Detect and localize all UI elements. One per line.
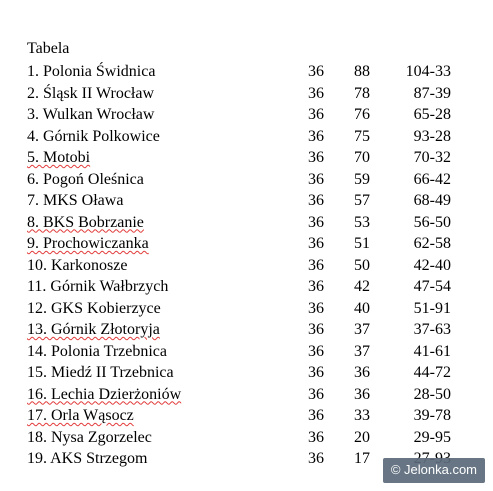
- team-name: 15. Miedź II Trzebnica: [27, 364, 174, 381]
- games-played: 36: [308, 235, 324, 252]
- table-row: [0, 276, 493, 298]
- team-name: 1. Polonia Świdnica: [27, 63, 156, 80]
- goals: 47-54: [413, 278, 451, 295]
- table-row: [0, 362, 493, 384]
- points: 57: [354, 192, 370, 209]
- goals: 65-28: [413, 106, 451, 123]
- points: 40: [354, 299, 370, 317]
- team-name: 12. GKS Kobierzyce: [27, 299, 161, 317]
- games-played: 36: [308, 428, 324, 446]
- games-played: 36: [308, 385, 324, 403]
- points: 50: [354, 256, 370, 274]
- goals: 87-39: [413, 84, 451, 102]
- goals: 42-40: [413, 256, 451, 274]
- team-name: 5. Motobi: [27, 149, 91, 166]
- team-name: 17. Orla Wąsocz: [27, 407, 134, 424]
- table-title: Tabela: [27, 40, 70, 57]
- team-name: 16. Lechia Dzierżoniów: [27, 385, 182, 403]
- games-played: 36: [308, 342, 324, 360]
- games-played: 36: [308, 192, 324, 209]
- team-name: 19. AKS Strzegom: [27, 450, 148, 467]
- games-played: 36: [308, 299, 324, 317]
- games-played: 36: [308, 364, 324, 381]
- table-row: [0, 169, 493, 191]
- watermark: © Jelonka.com: [383, 458, 485, 483]
- team-name: 2. Śląsk II Wrocław: [27, 84, 155, 102]
- table-row: [0, 104, 493, 126]
- goals: 104-33: [405, 63, 451, 80]
- goals: 37-63: [413, 321, 451, 338]
- games-played: 36: [308, 106, 324, 123]
- points: 36: [354, 385, 370, 403]
- goals: 29-95: [413, 428, 451, 446]
- games-played: 36: [308, 450, 324, 467]
- table-row: [0, 255, 493, 277]
- games-played: 36: [308, 213, 324, 231]
- points: 20: [354, 428, 370, 446]
- games-played: 36: [308, 170, 324, 188]
- games-played: 36: [308, 407, 324, 424]
- goals: 93-28: [413, 127, 451, 145]
- points: 88: [354, 63, 370, 80]
- table-row: [0, 190, 493, 212]
- team-name: 10. Karkonosze: [27, 256, 128, 274]
- games-played: 36: [308, 127, 324, 145]
- table-row: [0, 319, 493, 341]
- points: 37: [354, 321, 370, 338]
- goals: 28-50: [413, 385, 451, 403]
- points: 59: [354, 170, 370, 188]
- points: 76: [354, 106, 370, 123]
- points: 70: [354, 149, 370, 166]
- team-name: 3. Wulkan Wrocław: [27, 106, 155, 123]
- games-played: 36: [308, 149, 324, 166]
- goals: 68-49: [413, 192, 451, 209]
- table-row: [0, 212, 493, 234]
- team-name: 18. Nysa Zgorzelec: [27, 428, 152, 446]
- table-row: [0, 384, 493, 406]
- team-name: 4. Górnik Polkowice: [27, 127, 160, 145]
- team-name: 7. MKS Oława: [27, 192, 124, 209]
- points: 78: [354, 84, 370, 102]
- games-played: 36: [308, 278, 324, 295]
- points: 37: [354, 342, 370, 360]
- team-name: 6. Pogoń Oleśnica: [27, 170, 144, 188]
- team-name: 11. Górnik Wałbrzych: [27, 278, 169, 295]
- league-table: [0, 61, 493, 470]
- table-row: [0, 341, 493, 363]
- points: 17: [354, 450, 370, 467]
- games-played: 36: [308, 84, 324, 102]
- team-name: 14. Polonia Trzebnica: [27, 342, 167, 360]
- table-row: [0, 233, 493, 255]
- goals: 66-42: [413, 170, 451, 188]
- table-row: [0, 298, 493, 320]
- goals: 51-91: [413, 299, 451, 317]
- points: 75: [354, 127, 370, 145]
- goals: 44-72: [413, 364, 451, 381]
- table-row: [0, 427, 493, 449]
- games-played: 36: [308, 321, 324, 338]
- points: 53: [354, 213, 370, 231]
- games-played: 36: [308, 256, 324, 274]
- goals: 70-32: [413, 149, 451, 166]
- table-row: [0, 126, 493, 148]
- table-row: [0, 405, 493, 427]
- team-name: 8. BKS Bobrzanie: [27, 213, 144, 231]
- goals: 62-58: [413, 235, 451, 252]
- points: 51: [354, 235, 370, 252]
- goals: 56-50: [413, 213, 451, 231]
- goals: 41-61: [413, 342, 451, 360]
- points: 36: [354, 364, 370, 381]
- team-name: 13. Górnik Złotoryja: [27, 321, 160, 338]
- goals: 39-78: [413, 407, 451, 424]
- table-row: [0, 83, 493, 105]
- table-row: [0, 147, 493, 169]
- points: 33: [354, 407, 370, 424]
- table-row: [0, 61, 493, 83]
- points: 42: [354, 278, 370, 295]
- team-name: 9. Prochowiczanka: [27, 235, 149, 252]
- games-played: 36: [308, 63, 324, 80]
